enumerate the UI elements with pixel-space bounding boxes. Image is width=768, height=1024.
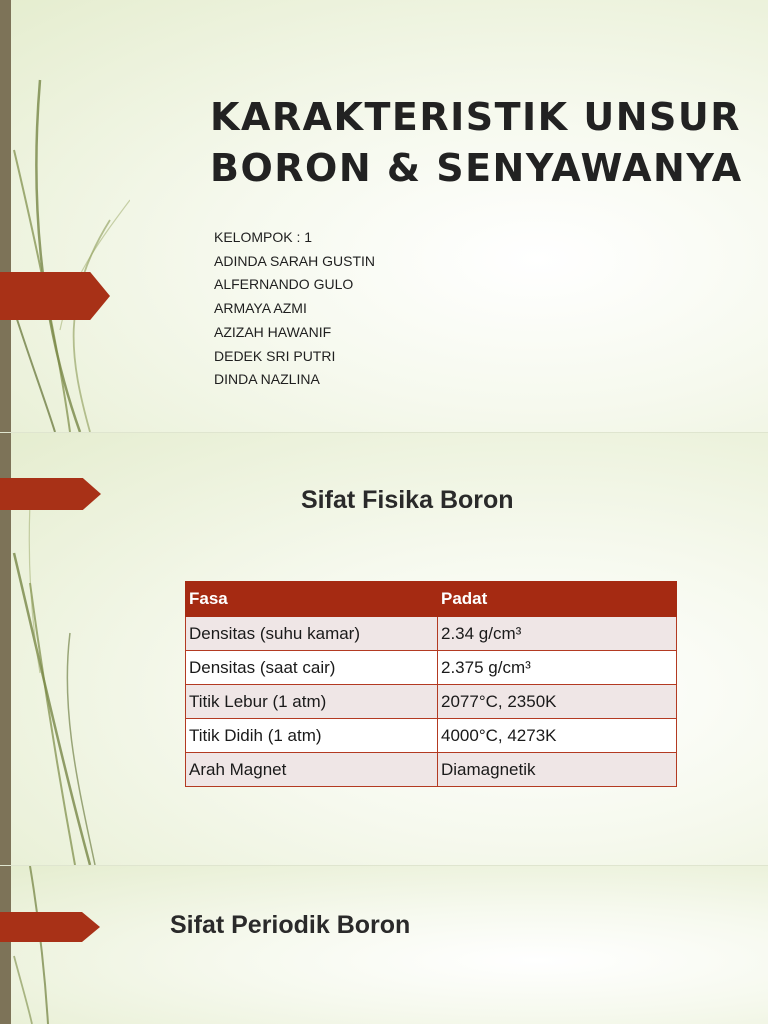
presentation-title — [210, 92, 743, 194]
member-name: ALFERNANDO GULO — [214, 276, 354, 293]
member-name: ADINDA SARAH GUSTIN — [214, 252, 376, 269]
table-row — [186, 753, 677, 787]
member-name: DINDA NAZLINA — [214, 371, 320, 388]
table-header-row — [186, 582, 677, 617]
slide-1 — [0, 0, 768, 432]
member-name: AZIZAH HAWANIF — [214, 323, 332, 340]
title-line-2: BORON & SENYAWANYA — [210, 146, 743, 190]
property-name: Arah Magnet — [186, 753, 438, 787]
physical-properties-table — [185, 581, 677, 787]
group-member-list — [214, 226, 375, 392]
grass-decoration — [0, 866, 130, 1024]
section-title: Sifat Periodik Boron — [170, 911, 411, 939]
property-name: Titik Lebur (1 atm) — [186, 685, 438, 719]
table-row — [186, 685, 677, 719]
table-row — [186, 719, 677, 753]
slide-2 — [0, 433, 768, 865]
property-name: Densitas (suhu kamar) — [186, 617, 438, 651]
table-header-cell: Fasa — [186, 582, 438, 617]
property-name: Densitas (saat cair) — [186, 651, 438, 685]
section-title: Sifat Fisika Boron — [301, 486, 514, 514]
slide-arrow-marker — [0, 478, 101, 510]
group-label: KELOMPOK : 1 — [214, 229, 313, 245]
slide-arrow-marker — [0, 272, 110, 320]
slide-arrow-marker — [0, 912, 100, 942]
property-name: Titik Didih (1 atm) — [186, 719, 438, 753]
property-value: Diamagnetik — [438, 753, 677, 787]
member-name: DEDEK SRI PUTRI — [214, 347, 336, 364]
table-header-cell: Padat — [438, 582, 677, 617]
property-value: 4000°C, 4273K — [438, 719, 677, 753]
property-value: 2077°C, 2350K — [438, 685, 677, 719]
property-value: 2.375 g/cm³ — [438, 651, 677, 685]
member-name: ARMAYA AZMI — [214, 300, 307, 317]
table-row — [186, 617, 677, 651]
table-row — [186, 651, 677, 685]
slide-3 — [0, 866, 768, 1024]
title-line-1: KARAKTERISTIK UNSUR — [210, 95, 741, 139]
grass-decoration — [0, 0, 130, 432]
property-value: 2.34 g/cm³ — [438, 617, 677, 651]
